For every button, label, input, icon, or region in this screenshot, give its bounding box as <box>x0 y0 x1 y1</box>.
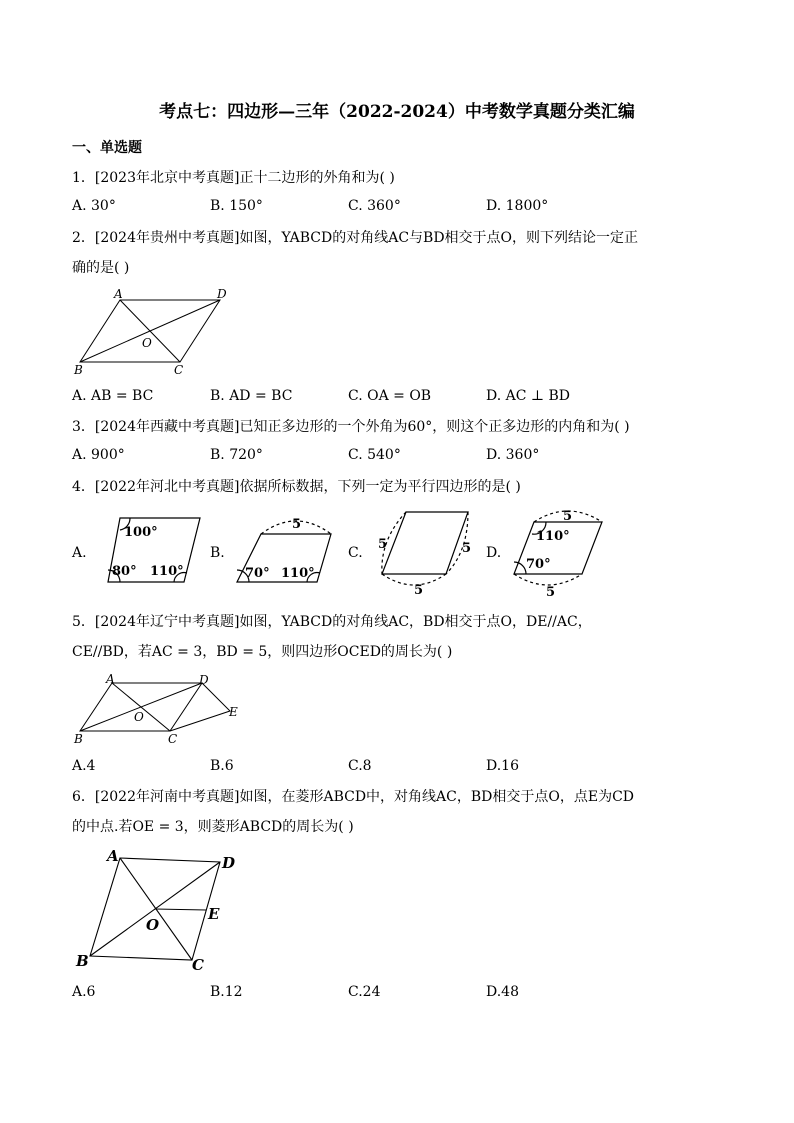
q2-figure-parallelogram <box>72 288 242 378</box>
q3-option-d[interactable]: D. 360° <box>486 447 540 463</box>
q3-option-a[interactable]: A. 900° <box>72 447 125 463</box>
q2-option-a[interactable]: A. AB = BC <box>72 388 154 404</box>
q4d-angle-110: 110° <box>536 529 570 544</box>
q4d-side-top-5: 5 <box>563 509 573 524</box>
q6-option-d[interactable]: D.48 <box>486 984 519 1000</box>
q6-option-c[interactable]: C.24 <box>348 984 381 1000</box>
q4c-side-left-5: 5 <box>378 537 388 552</box>
section-heading: 一、单选题 <box>72 140 142 156</box>
q5-label-a: A <box>106 672 115 686</box>
q6-figure-rhombus <box>72 846 247 976</box>
q4-figure-a <box>104 512 204 590</box>
q4d-side-bottom-5: 5 <box>546 585 556 600</box>
q4-option-c-letter[interactable]: C. <box>348 545 363 561</box>
q4d-angle-70: 70° <box>526 557 551 572</box>
q4a-angle-80: 80° <box>112 564 137 579</box>
q4-option-b-letter[interactable]: B. <box>210 545 225 561</box>
q5-figure-parallelogram <box>72 672 247 752</box>
q2-stem-line2: 确的是( ) <box>72 260 130 276</box>
q5-option-a[interactable]: A.4 <box>72 758 96 774</box>
q4-figure-c <box>372 506 472 598</box>
q4c-side-bottom-5: 5 <box>414 583 424 598</box>
q4a-angle-110: 110° <box>150 564 184 579</box>
q2-label-c: C <box>174 363 184 377</box>
q2-label-b: B <box>74 363 83 377</box>
q5-label-e: E <box>229 705 238 719</box>
q1-option-a[interactable]: A. 30° <box>72 198 116 214</box>
q4-option-d-letter[interactable]: D. <box>486 545 502 561</box>
q4-option-a-letter[interactable]: A. <box>72 545 87 561</box>
q4b-angle-70: 70° <box>245 566 270 581</box>
q2-label-a: A <box>114 287 123 301</box>
q4b-side-5: 5 <box>292 517 302 532</box>
q5-option-d[interactable]: D.16 <box>486 758 519 774</box>
q2-label-o: O <box>142 336 152 350</box>
q1-option-b[interactable]: B. 150° <box>210 198 263 214</box>
q4b-angle-110: 110° <box>281 566 315 581</box>
q3-option-c[interactable]: C. 540° <box>348 447 401 463</box>
q4a-angle-100: 100° <box>124 525 158 540</box>
q5-label-d: D <box>199 673 209 687</box>
q5-label-o: O <box>134 710 144 724</box>
q6-stem-line1: 6．[2022年河南中考真题]如图，在菱形ABCD中，对角线AC，BD相交于点O，点E为CD <box>72 789 635 805</box>
q6-option-b[interactable]: B.12 <box>210 984 243 1000</box>
q6-label-c: C <box>192 956 204 974</box>
q1-option-d[interactable]: D. 1800° <box>486 198 549 214</box>
q6-label-b: B <box>76 952 89 970</box>
q1-option-c[interactable]: C. 360° <box>348 198 401 214</box>
q3-stem: 3．[2024年西藏中考真题]已知正多边形的一个外角为60°，则这个正多边形的内角和为( ) <box>72 419 630 435</box>
q5-stem-line2: CE//BD，若AC = 3，BD = 5，则四边形OCED的周长为( ) <box>72 644 453 660</box>
q6-stem-line2: 的中点.若OE = 3，则菱形ABCD的周长为( ) <box>72 819 354 835</box>
q3-option-b[interactable]: B. 720° <box>210 447 263 463</box>
q6-label-d: D <box>222 854 236 872</box>
q5-label-c: C <box>168 732 178 746</box>
q6-option-a[interactable]: A.6 <box>72 984 96 1000</box>
q1-stem: 1．[2023年北京中考真题]正十二边形的外角和为( ) <box>72 170 395 186</box>
q4-stem: 4．[2022年河北中考真题]依据所标数据，下列一定为平行四边形的是( ) <box>72 479 521 495</box>
q2-label-d: D <box>217 287 227 301</box>
q2-stem-line1: 2．[2024年贵州中考真题]如图，YABCD的对角线AC与BD相交于点O，则下列结论一定正 <box>72 230 639 246</box>
q5-option-b[interactable]: B.6 <box>210 758 234 774</box>
q2-option-c[interactable]: C. OA = OB <box>348 388 432 404</box>
q5-option-c[interactable]: C.8 <box>348 758 372 774</box>
q2-option-b[interactable]: B. AD = BC <box>210 388 293 404</box>
q4-figure-b <box>233 512 333 590</box>
q5-stem-line1: 5．[2024年辽宁中考真题]如图，YABCD的对角线AC，BD相交于点O，DE//AC， <box>72 614 592 630</box>
page-title: 考点七：四边形—三年（2022-2024）中考数学真题分类汇编 <box>159 102 635 122</box>
q4c-side-right-5: 5 <box>462 541 472 556</box>
q2-option-d[interactable]: D. AC ⊥ BD <box>486 388 571 404</box>
q6-label-o: O <box>146 916 160 934</box>
q5-label-b: B <box>74 732 83 746</box>
q6-label-e: E <box>208 905 220 923</box>
q4-figure-d <box>510 506 610 598</box>
q6-label-a: A <box>107 847 119 865</box>
